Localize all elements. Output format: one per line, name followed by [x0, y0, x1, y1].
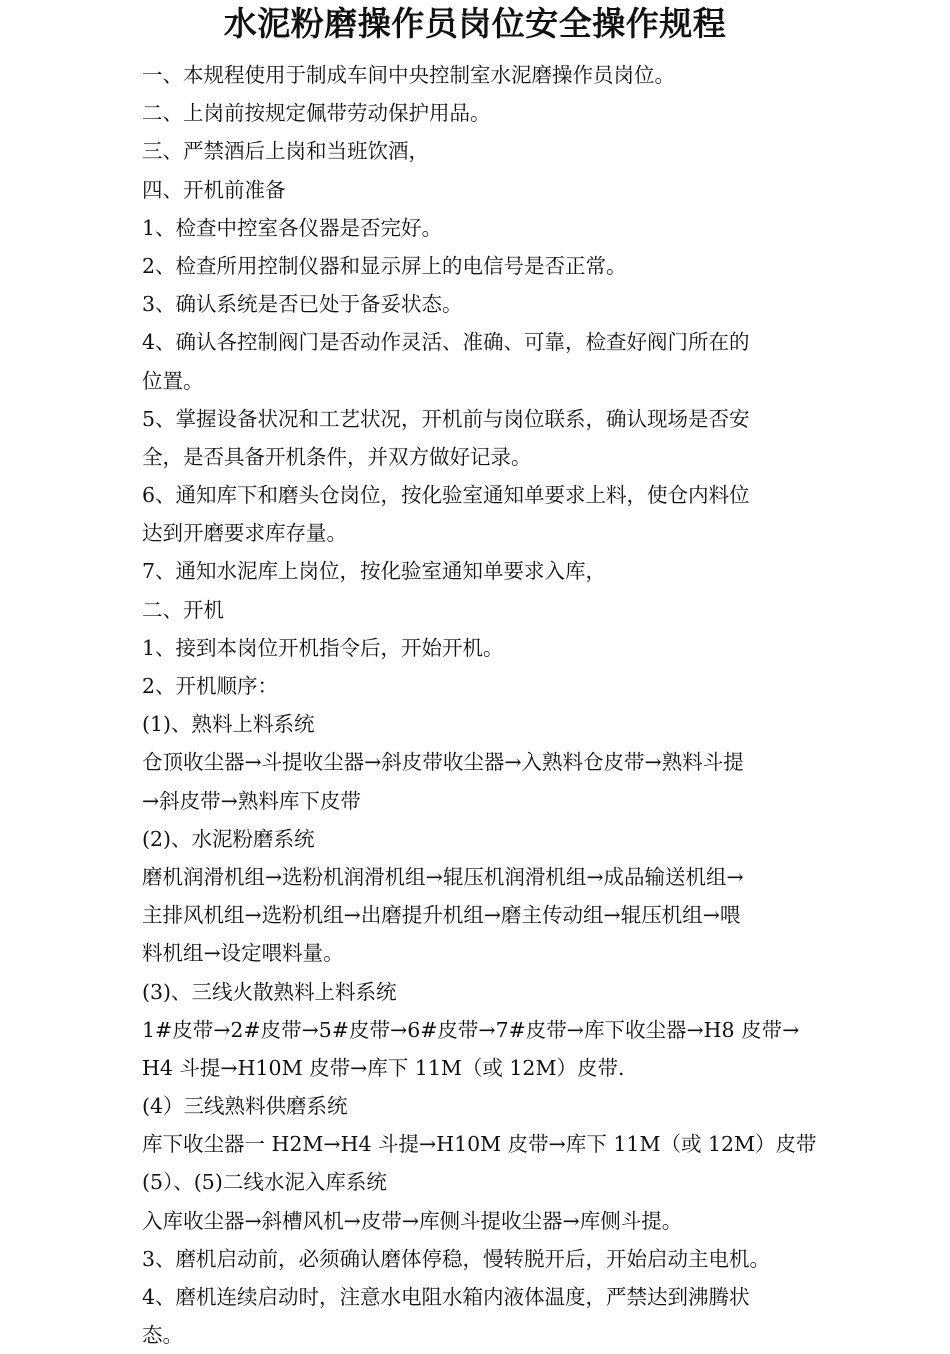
text-line: 磨机润滑机组→选粉机润滑机组→辊压机润滑机组→成品输送机组→ [142, 864, 744, 889]
text-line: 1、检查中控室各仪器是否完好。 [142, 215, 443, 240]
text-line: (5）、(5)二线水泥入库系统 [142, 1170, 387, 1195]
text-line: 全，是否具备开机条件，并双方做好记录。 [142, 444, 532, 469]
text-line: 1#皮带→2#皮带→5#皮带→6#皮带→7#皮带→库下收尘器→H8 皮带→ [142, 1017, 800, 1042]
text-line: (4）三线熟料供磨系统 [142, 1094, 348, 1119]
text-line: 3、确认系统是否已处于备妥状态。 [142, 292, 463, 317]
text-line: 5、掌握设备状况和工艺状况，开机前与岗位联系，确认现场是否安 [142, 406, 750, 431]
text-line: 仓顶收尘器→斗提收尘器→斜皮带收尘器→入熟料仓皮带→熟料斗提 [142, 750, 744, 775]
text-line: 2、检查所用控制仪器和显示屏上的电信号是否正常。 [142, 253, 627, 278]
text-line: (1)、熟料上料系统 [142, 712, 315, 737]
text-line: 二、上岗前按规定佩带劳动保护用品。 [142, 101, 491, 126]
text-line: 位置。 [142, 368, 204, 393]
text-line: 库下收尘器一 H2M→H4 斗提→H10M 皮带→库下 11M（或 12M）皮带 [142, 1132, 817, 1157]
text-line: 态。 [142, 1323, 183, 1348]
text-line: 二、开机 [142, 597, 224, 622]
document-title: 水泥粉磨操作员岗位安全操作规程 [223, 4, 727, 43]
text-line: H4 斗提→H10M 皮带→库下 11M（或 12M）皮带. [142, 1055, 625, 1080]
text-line: 主排风机组→选粉机组→出磨提升机组→磨主传动组→辊压机组→喂 [142, 903, 741, 928]
text-line: 四、开机前准备 [142, 177, 286, 202]
text-line: 入库收尘器→斜槽风机→皮带→库侧斗提收尘器→库侧斗提。 [142, 1208, 683, 1233]
text-line: →斜皮带→熟料库下皮带 [142, 788, 361, 813]
text-line: 6、通知库下和磨头仓岗位，按化验室通知单要求上料，使仓内料位 [142, 483, 750, 508]
text-line: (3)、三线火散熟料上料系统 [142, 979, 397, 1004]
text-line: 4、确认各控制阀门是否动作灵活、准确、可靠，检查好阀门所在的 [142, 330, 750, 355]
text-line: 2、开机顺序： [142, 674, 279, 698]
text-line: 7、通知水泥库上岗位，按化验室通知单要求入库， [142, 559, 607, 584]
text-line: 料机组→设定喂料量。 [142, 941, 344, 966]
text-line: 三、严禁酒后上岗和当班饮酒， [142, 139, 429, 164]
text-line: 达到开磨要求库存量。 [142, 521, 347, 546]
text-line: 3、磨机启动前，必须确认磨体停稳，慢转脱开后，开始启动主电机。 [142, 1246, 771, 1271]
text-line: 1、接到本岗位开机指令后，开始开机。 [142, 635, 504, 660]
document-body [142, 56, 818, 1354]
text-line: (2)、水泥粉磨系统 [142, 826, 315, 851]
text-line: 4、磨机连续启动时，注意水电阻水箱内液体温度，严禁达到沸腾状 [142, 1285, 750, 1309]
text-line: 一、本规程使用于制成车间中央控制室水泥磨操作员岗位。 [142, 63, 675, 87]
